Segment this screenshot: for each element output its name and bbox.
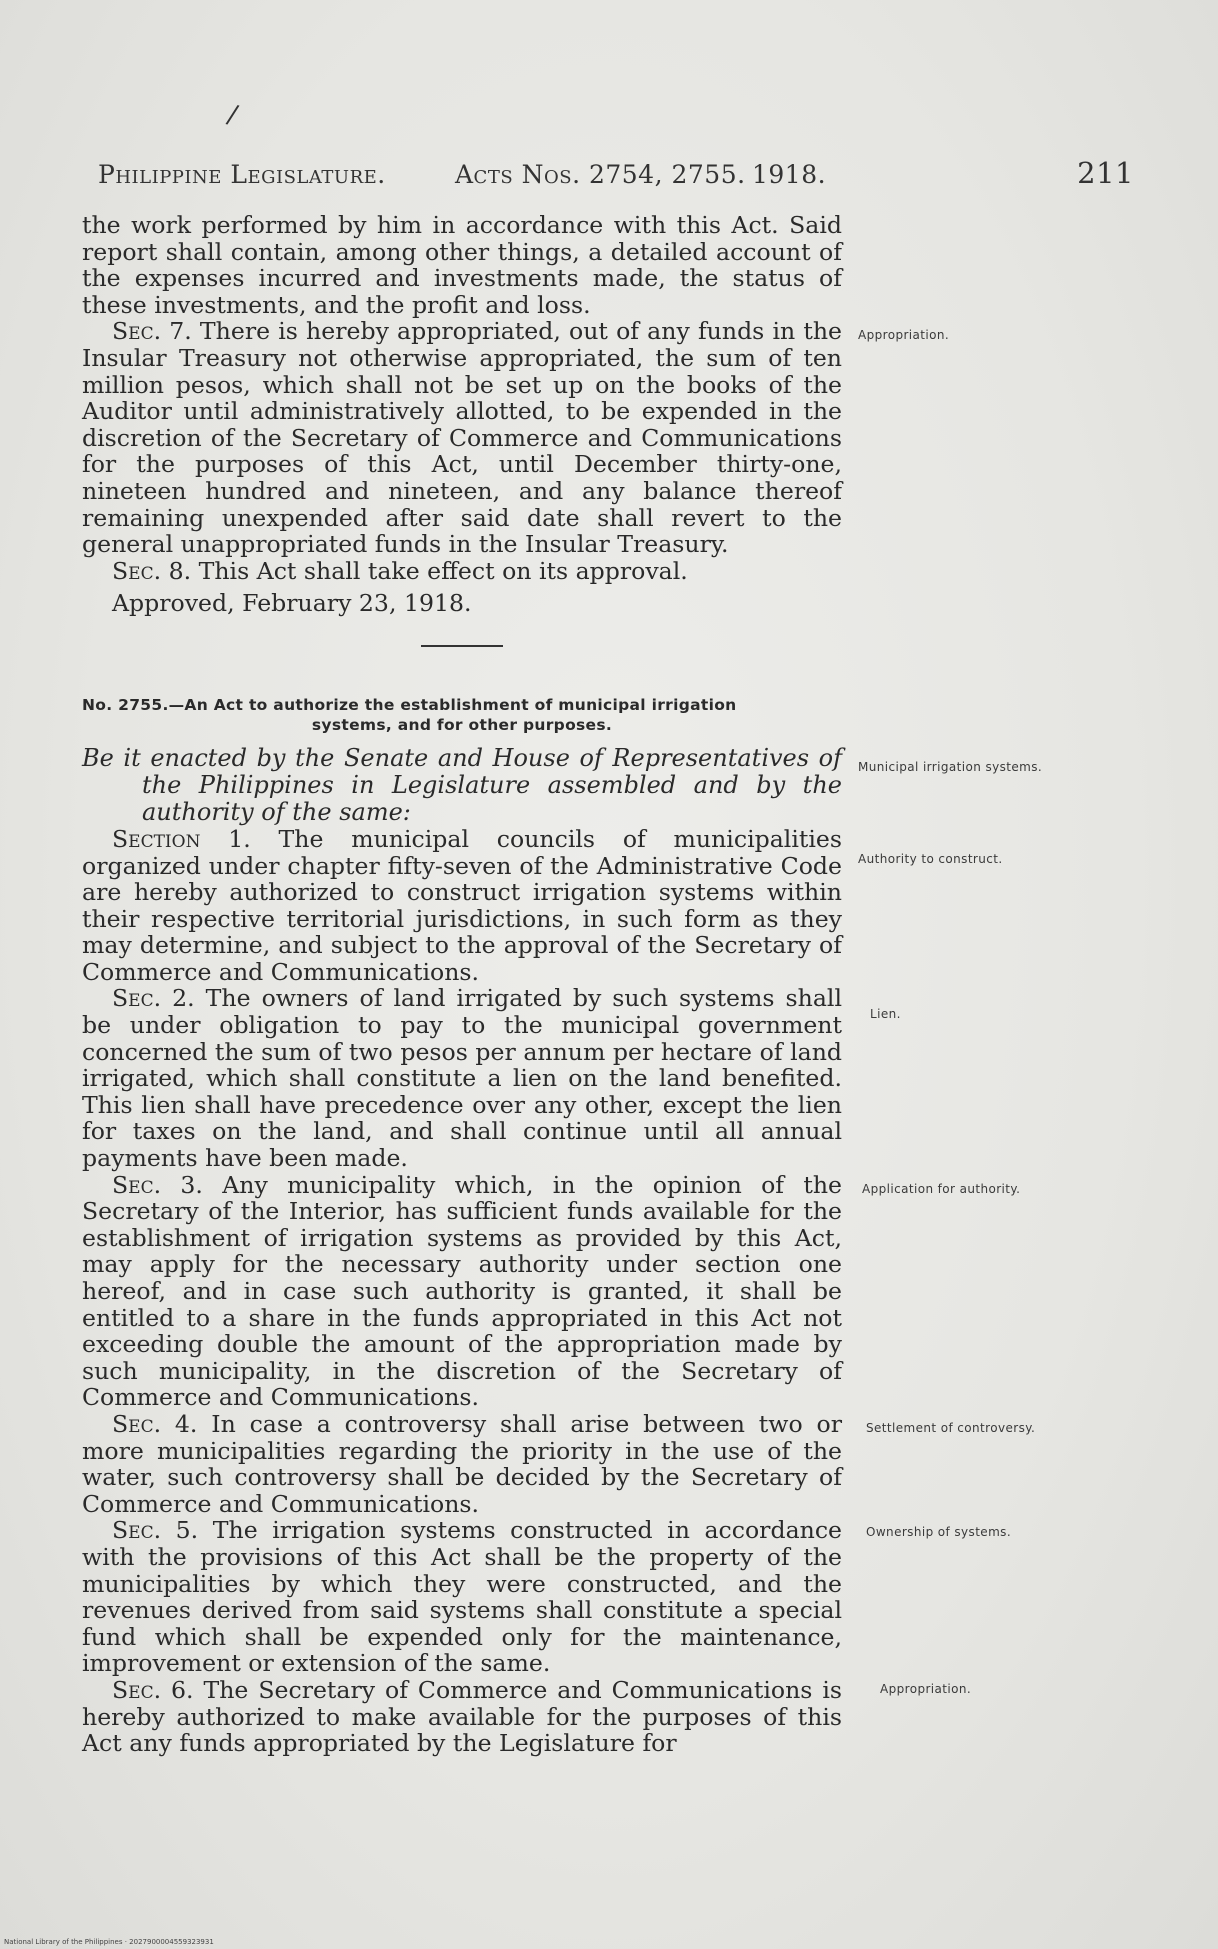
act-title xyxy=(82,695,842,735)
section-text: In case a controversy shall arise between two or more municipalities regarding the priority in the use of the water, such controversy shall be decided by the Secretary of Commerce and Communications. xyxy=(82,1409,842,1518)
section-6 xyxy=(82,1677,842,1757)
section-8 xyxy=(82,558,842,585)
enacting-clause: Be it enacted by the Senate and House of Representatives of the Philippines in Legislature assembled and by the authority of the same: xyxy=(82,743,842,826)
section-text: Any municipality which, in the opinion of the Secretary of the Interior, has sufficient funds available for the establishment of irrigation systems as provided by this Act, may apply for the necessary authority under section one hereof, and in case such authority is granted, it shall be entitled to a share in the funds appropriated in this Act not exceeding double the amount of the appropriation made by such municipality, in the discretion of the Secretary of Commerce and Communications. xyxy=(82,1170,843,1412)
section-label: Sec. 8. xyxy=(112,556,192,585)
section-text: The municipal councils of municipalities organized under chapter fifty-seven of the Administrative Code are hereby authorized to construct irrigation systems within their respective territorial jurisdictions, in such form as they may determine, and subject to the approval of the Secretary of Commerce and Communications. xyxy=(82,824,842,986)
page-number: 211 xyxy=(1077,156,1134,190)
section-text: There is hereby appropriated, out of any funds in the Insular Treasury not otherwise appropriated, the sum of ten million pesos, which shall not be set up on the books of the Auditor until administratively allotted, to be expended in the discretion of the Secretary of Commerce and Communications for the purposes of this Act, until December thirty-one, nineteen hundred and nineteen, and any balance thereof remaining unexpended after said date shall revert to the general unappropriated funds in the Insular Treasury. xyxy=(82,317,842,559)
section-label: Sec. 4. xyxy=(112,1409,198,1438)
section-1 xyxy=(82,826,842,986)
section-5 xyxy=(82,1517,842,1677)
section-text: The owners of land irrigated by such systems shall be under obligation to pay to the municipal government concerned the sum of two pesos per annum per hectare of land irrigated, which shall constitute a lien on the land benefited. This lien shall have precedence over any other, except the lien for taxes on the land, and shall continue until all annual payments have been made. xyxy=(82,984,842,1173)
divider xyxy=(421,645,503,647)
margin-note: Lien. xyxy=(870,1007,901,1021)
margin-note: Appropriation. xyxy=(858,328,950,342)
margin-note: Appropriation. xyxy=(880,1682,972,1696)
section-label: Section 1. xyxy=(112,824,251,853)
section-label: Sec. 3. xyxy=(112,1170,203,1199)
section-text: The irrigation systems constructed in accordance with the provisions of this Act shall be the property of the municipalities by which they were constructed, and the revenues derived from said systems shall constitute a special fund which shall be expended only for the maintenance, improvement or extension of the same. xyxy=(82,1516,843,1678)
section-4 xyxy=(82,1411,842,1517)
margin-note: Settlement of controversy. xyxy=(866,1421,1036,1435)
approval-line: Approved, February 23, 1918. xyxy=(112,589,472,618)
section-3 xyxy=(82,1172,842,1411)
continuation-paragraph: the work performed by him in accordance with this Act. Said report shall contain, among other things, a detailed account of the expenses incurred and investments made, the status of these investments, and the profit and loss. xyxy=(82,211,842,319)
section-text: This Act shall take effect on its approval. xyxy=(191,556,688,585)
margin-note: Application for authority. xyxy=(862,1182,1021,1196)
margin-note: Authority to construct. xyxy=(858,852,1003,866)
act-title-line: No. 2755.—An Act to authorize the establishment of municipal irrigation xyxy=(82,695,737,714)
page-body xyxy=(82,212,842,1757)
section-label: Sec. 7. xyxy=(112,317,192,346)
scan-footer: National Library of the Philippines · 2027900004559323931 xyxy=(4,1938,214,1946)
act-title-line: systems, and for other purposes. xyxy=(311,715,613,734)
pen-mark: / xyxy=(224,99,241,131)
margin-note: Ownership of systems. xyxy=(866,1525,1012,1539)
section-label: Sec. 6. xyxy=(112,1675,194,1704)
section-label: Sec. 2. xyxy=(112,984,195,1013)
margin-note: Municipal irrigation systems. xyxy=(858,760,1043,774)
running-header xyxy=(98,156,1138,196)
section-7 xyxy=(82,318,842,557)
section-text: The Secretary of Commerce and Communications is hereby authorized to make available for the purposes of this Act any funds appropriated by the Legislature for xyxy=(82,1675,842,1758)
section-label: Sec. 5. xyxy=(112,1516,199,1545)
header-legislature: Philippine Legislature. xyxy=(98,160,386,189)
section-2 xyxy=(82,985,842,1171)
header-acts: Acts Nos. 2754, 2755. xyxy=(455,160,746,189)
header-year: 1918. xyxy=(752,160,827,189)
